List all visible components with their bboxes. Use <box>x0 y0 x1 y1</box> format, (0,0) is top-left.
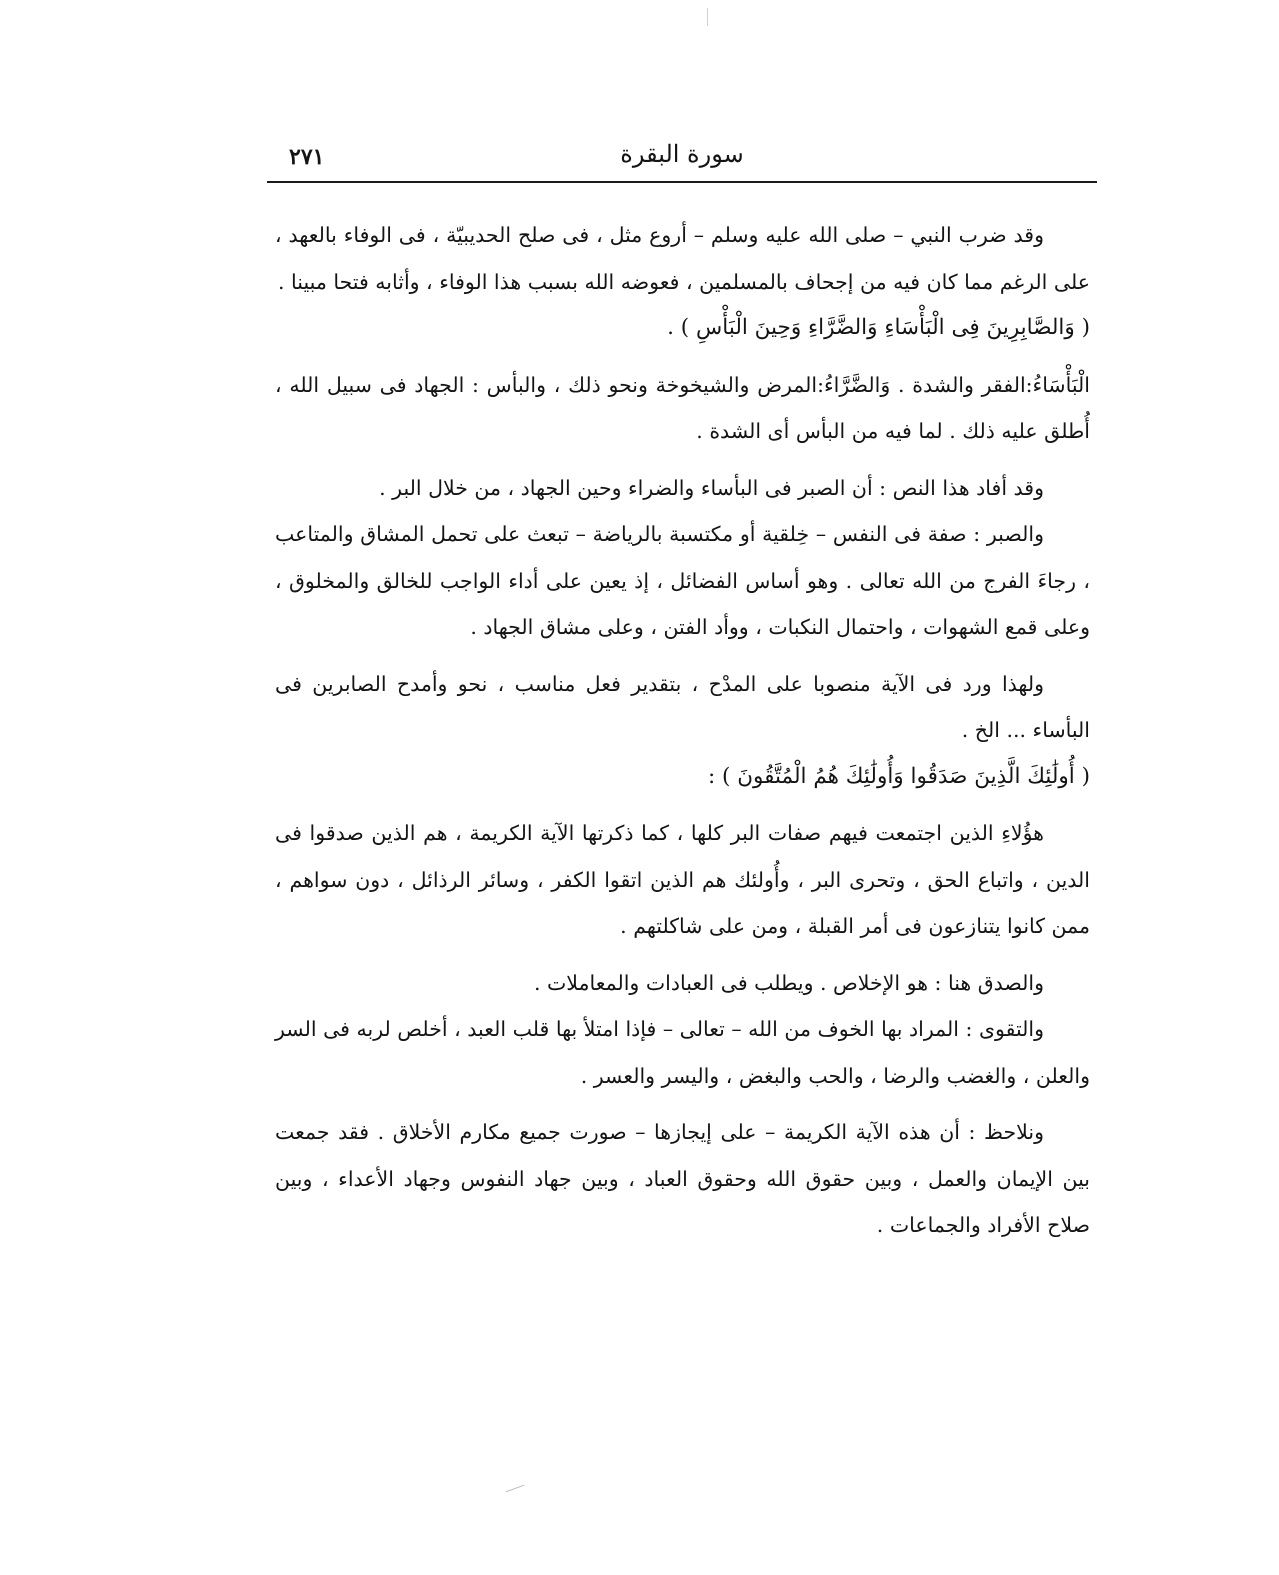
paragraph-patience: والصبر : صفة فى النفس – خِلقية أو مكتسبة بالرياضة – تبعث على تحمل المشاق والمتاعب ، رجاءَ الفرج من الله تعالى . وهو أساس الفضائل ، إذ يعين على أداء الواجب للخالق والمخلوق ، وعلى قمع الشهوات ، واحتمال النكبات ، ووأد الفتن ، وعلى مشاق الجهاد . <box>275 522 1090 639</box>
page-header <box>267 140 1097 180</box>
paragraph-hudaybiyya: وقد ضرب النبي – صلى الله عليه وسلم – أروع مثل ، فى صلح الحديبيّة ، فى الوفاء بالعهد ، على الرغم مما كان فيه من إجحاف بالمسلمين ، فعوضه الله بسبب هذا الوفاء ، وأثابه فتحا مبينا . <box>275 223 1090 294</box>
verse-truthful: ( أُولَٰئِكَ الَّذِينَ صَدَقُوا وَأُولَٰئِكَ هُمُ الْمُتَّقُونَ ) : <box>707 763 1090 789</box>
page-title: سورة البقرة <box>620 140 744 168</box>
scan-mark <box>707 8 708 26</box>
verse-patience: ( وَالصَّابِرِينَ فِى الْبَأْسَاءِ وَالضَّرَّاءِ وَحِينَ الْبَأْسِ ) . <box>667 315 1090 340</box>
page-body <box>275 212 1090 1249</box>
paragraph-these-people: هؤُلاءِ الذين اجتمعت فيهم صفات البر كلها ، كما ذكرتها الآية الكريمة ، هم الذين صدقوا فى الدين ، واتباع الحق ، وتحرى البر ، وأُولئك هم الذين اتقوا الكفر ، وسائر الرذائل ، دون سواهم ، ممن كانوا يتنازعون فى أمر القبلة ، ومن على شاكلتهم . <box>275 821 1090 938</box>
paragraph-truthfulness: والصدق هنا : هو الإخلاص . ويطلب فى العبادات والمعاملات . <box>533 970 1044 995</box>
header-rule <box>267 181 1097 183</box>
paragraph-text-meaning: وقد أفاد هذا النص : أن الصبر فى البأساء والضراء وحين الجهاد ، من خلال البر . <box>379 475 1044 500</box>
paragraph-grammar: ولهذا ورد فى الآية منصوبا على المدْح ، بتقدير فعل مناسب ، نحو وأمدح الصابرين فى البأساء ... الخ . <box>275 671 1090 742</box>
paragraph-definitions: الْبَأْسَاءُ:الفقر والشدة . وَالضَّرَّاءُ:المرض والشيخوخة ونحو ذلك ، والبأس : الجهاد فى سبيل الله ، أُطلق عليه ذلك . لما فيه من البأس أى الشدة . <box>275 372 1090 443</box>
paragraph-observation: ونلاحظ : أن هذه الآية الكريمة – على إيجازها – صورت جميع مكارم الأخلاق . فقد جمعت بين الإيمان والعمل ، وبين حقوق الله وحقوق العباد ، وبين جهاد النفوس وجهاد الأعداء ، وبين صلاح الأفراد والجماعات . <box>275 1120 1090 1237</box>
scan-speck <box>505 1485 524 1493</box>
page-number: ٢٧١ <box>289 144 325 170</box>
paragraph-piety: والتقوى : المراد بها الخوف من الله – تعالى – فإذا امتلأ بها قلب العبد ، أخلص لربه فى السر والعلن ، والغضب والرضا ، والحب والبغض ، واليسر والعسر . <box>275 1017 1090 1088</box>
